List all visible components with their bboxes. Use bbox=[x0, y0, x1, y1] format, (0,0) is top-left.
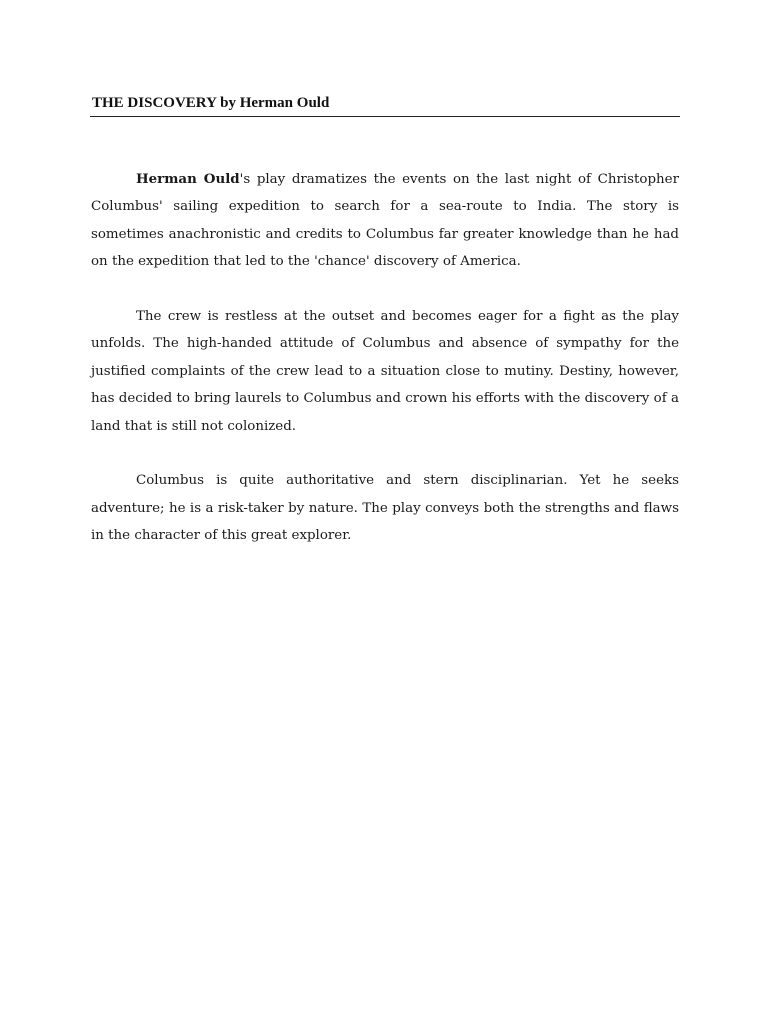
document-title: THE DISCOVERY by Herman Ould bbox=[92, 95, 330, 111]
paragraph-3 bbox=[91, 467, 679, 549]
document-header bbox=[90, 92, 680, 117]
paragraph-1-text: 's play dramatizes the events on the last night of Christopher Columbus' sailing expedition to search for a sea-route to India. The story is sometimes anachronistic and credits to Columbus far greater knowledge than he had on the expedition that led to the 'chance' discovery of America. bbox=[91, 172, 680, 270]
paragraph-2-text: The crew is restless at the outset and becomes eager for a fight as the play unfolds. The high-handed attitude of Columbus and absence of sympathy for the justified complaints of the crew lead to a situation close to mutiny. Destiny, however, has decided to bring laurels to Columbus and crown his efforts with the discovery of a land that is still not colonized. bbox=[91, 309, 679, 434]
author-name: Herman Ould bbox=[136, 171, 240, 187]
paragraph-1 bbox=[91, 166, 679, 276]
document-body bbox=[91, 166, 679, 577]
paragraph-2 bbox=[91, 303, 679, 440]
paragraph-3-text: Columbus is quite authoritative and stern disciplinarian. Yet he seeks adventure; he is a risk-taker by nature. The play conveys both the strengths and flaws in the character of this great explorer. bbox=[91, 473, 679, 544]
